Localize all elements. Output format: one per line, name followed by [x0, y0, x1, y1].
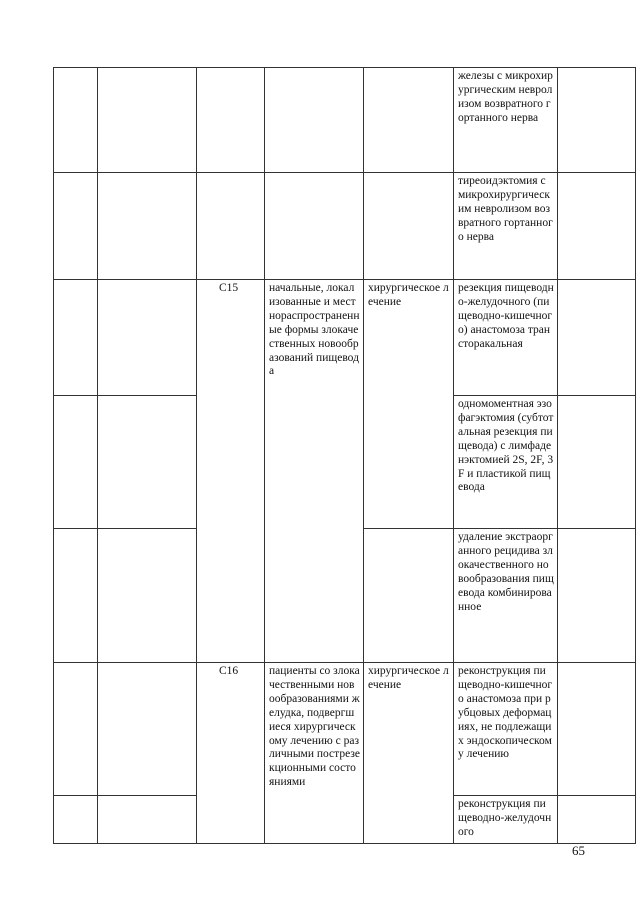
- cell-cost: [558, 173, 636, 280]
- cell-treatment-method: реконструкция пищеводно-желудочного: [454, 796, 558, 844]
- medical-procedures-table: [53, 67, 635, 844]
- cell-profile: [98, 796, 197, 844]
- cell-treatment-method: удаление экстраорганного рецидива злокачественного новообразования пищевода комбинированное: [454, 529, 558, 663]
- cell-treatment-method: реконструкция пищеводно-кишечного анастомоза при рубцовых деформациях, не подлежащих эндоскопическому лечению: [454, 663, 558, 796]
- cell-icd-code: [197, 68, 265, 173]
- cell-icd-code: [197, 173, 265, 280]
- table-row: [54, 173, 636, 280]
- cell-number: [54, 280, 98, 396]
- cell-cost: [558, 663, 636, 796]
- page-number: 65: [572, 843, 585, 858]
- cell-cost: [558, 280, 636, 396]
- cell-treatment-method: одномоментная эзофагэктомия (субтотальная резекция пищевода) с лимфаденэктомией 2S, 2F, 3F и пластикой пищевода: [454, 396, 558, 529]
- cell-treatment-type: [364, 173, 454, 280]
- cell-treatment-type: хирургическое лечение: [364, 663, 454, 844]
- cell-icd-code: C15: [197, 280, 265, 663]
- cell-patient-model: [265, 68, 364, 173]
- cell-profile: [98, 663, 197, 796]
- cell-cost: [558, 796, 636, 844]
- cell-treatment-type: [364, 529, 454, 663]
- cell-treatment-type: [364, 68, 454, 173]
- cell-number: [54, 663, 98, 796]
- table-row: [54, 68, 636, 173]
- cell-patient-model: начальные, локализованные и местнораспространенные формы злокачественных новообразований пищевода: [265, 280, 364, 663]
- cell-cost: [558, 68, 636, 173]
- cell-treatment-method: резекция пищеводно-желудочного (пищеводно-кишечного) анастомоза трансторакальная: [454, 280, 558, 396]
- cell-profile: [98, 396, 197, 529]
- cell-icd-code: C16: [197, 663, 265, 844]
- cell-number: [54, 68, 98, 173]
- cell-patient-model: [265, 173, 364, 280]
- cell-number: [54, 796, 98, 844]
- cell-cost: [558, 396, 636, 529]
- cell-patient-model: пациенты со злокачественными новообразованиями желудка, подвергшиеся хирургическому лечению с различными пострезекционными состояниями: [265, 663, 364, 844]
- cell-treatment-type: хирургическое лечение: [364, 280, 454, 529]
- cell-treatment-method: тиреоидэктомия с микрохирургическим невролизом возвратного гортанного нерва: [454, 173, 558, 280]
- cell-number: [54, 173, 98, 280]
- cell-number: [54, 396, 98, 529]
- cell-profile: [98, 529, 197, 663]
- cell-profile: [98, 68, 197, 173]
- table-row: [54, 280, 636, 396]
- cell-cost: [558, 529, 636, 663]
- table-row: [54, 663, 636, 796]
- cell-number: [54, 529, 98, 663]
- cell-treatment-method: железы с микрохирургическим невролизом возвратного гортанного нерва: [454, 68, 558, 173]
- cell-profile: [98, 173, 197, 280]
- cell-profile: [98, 280, 197, 396]
